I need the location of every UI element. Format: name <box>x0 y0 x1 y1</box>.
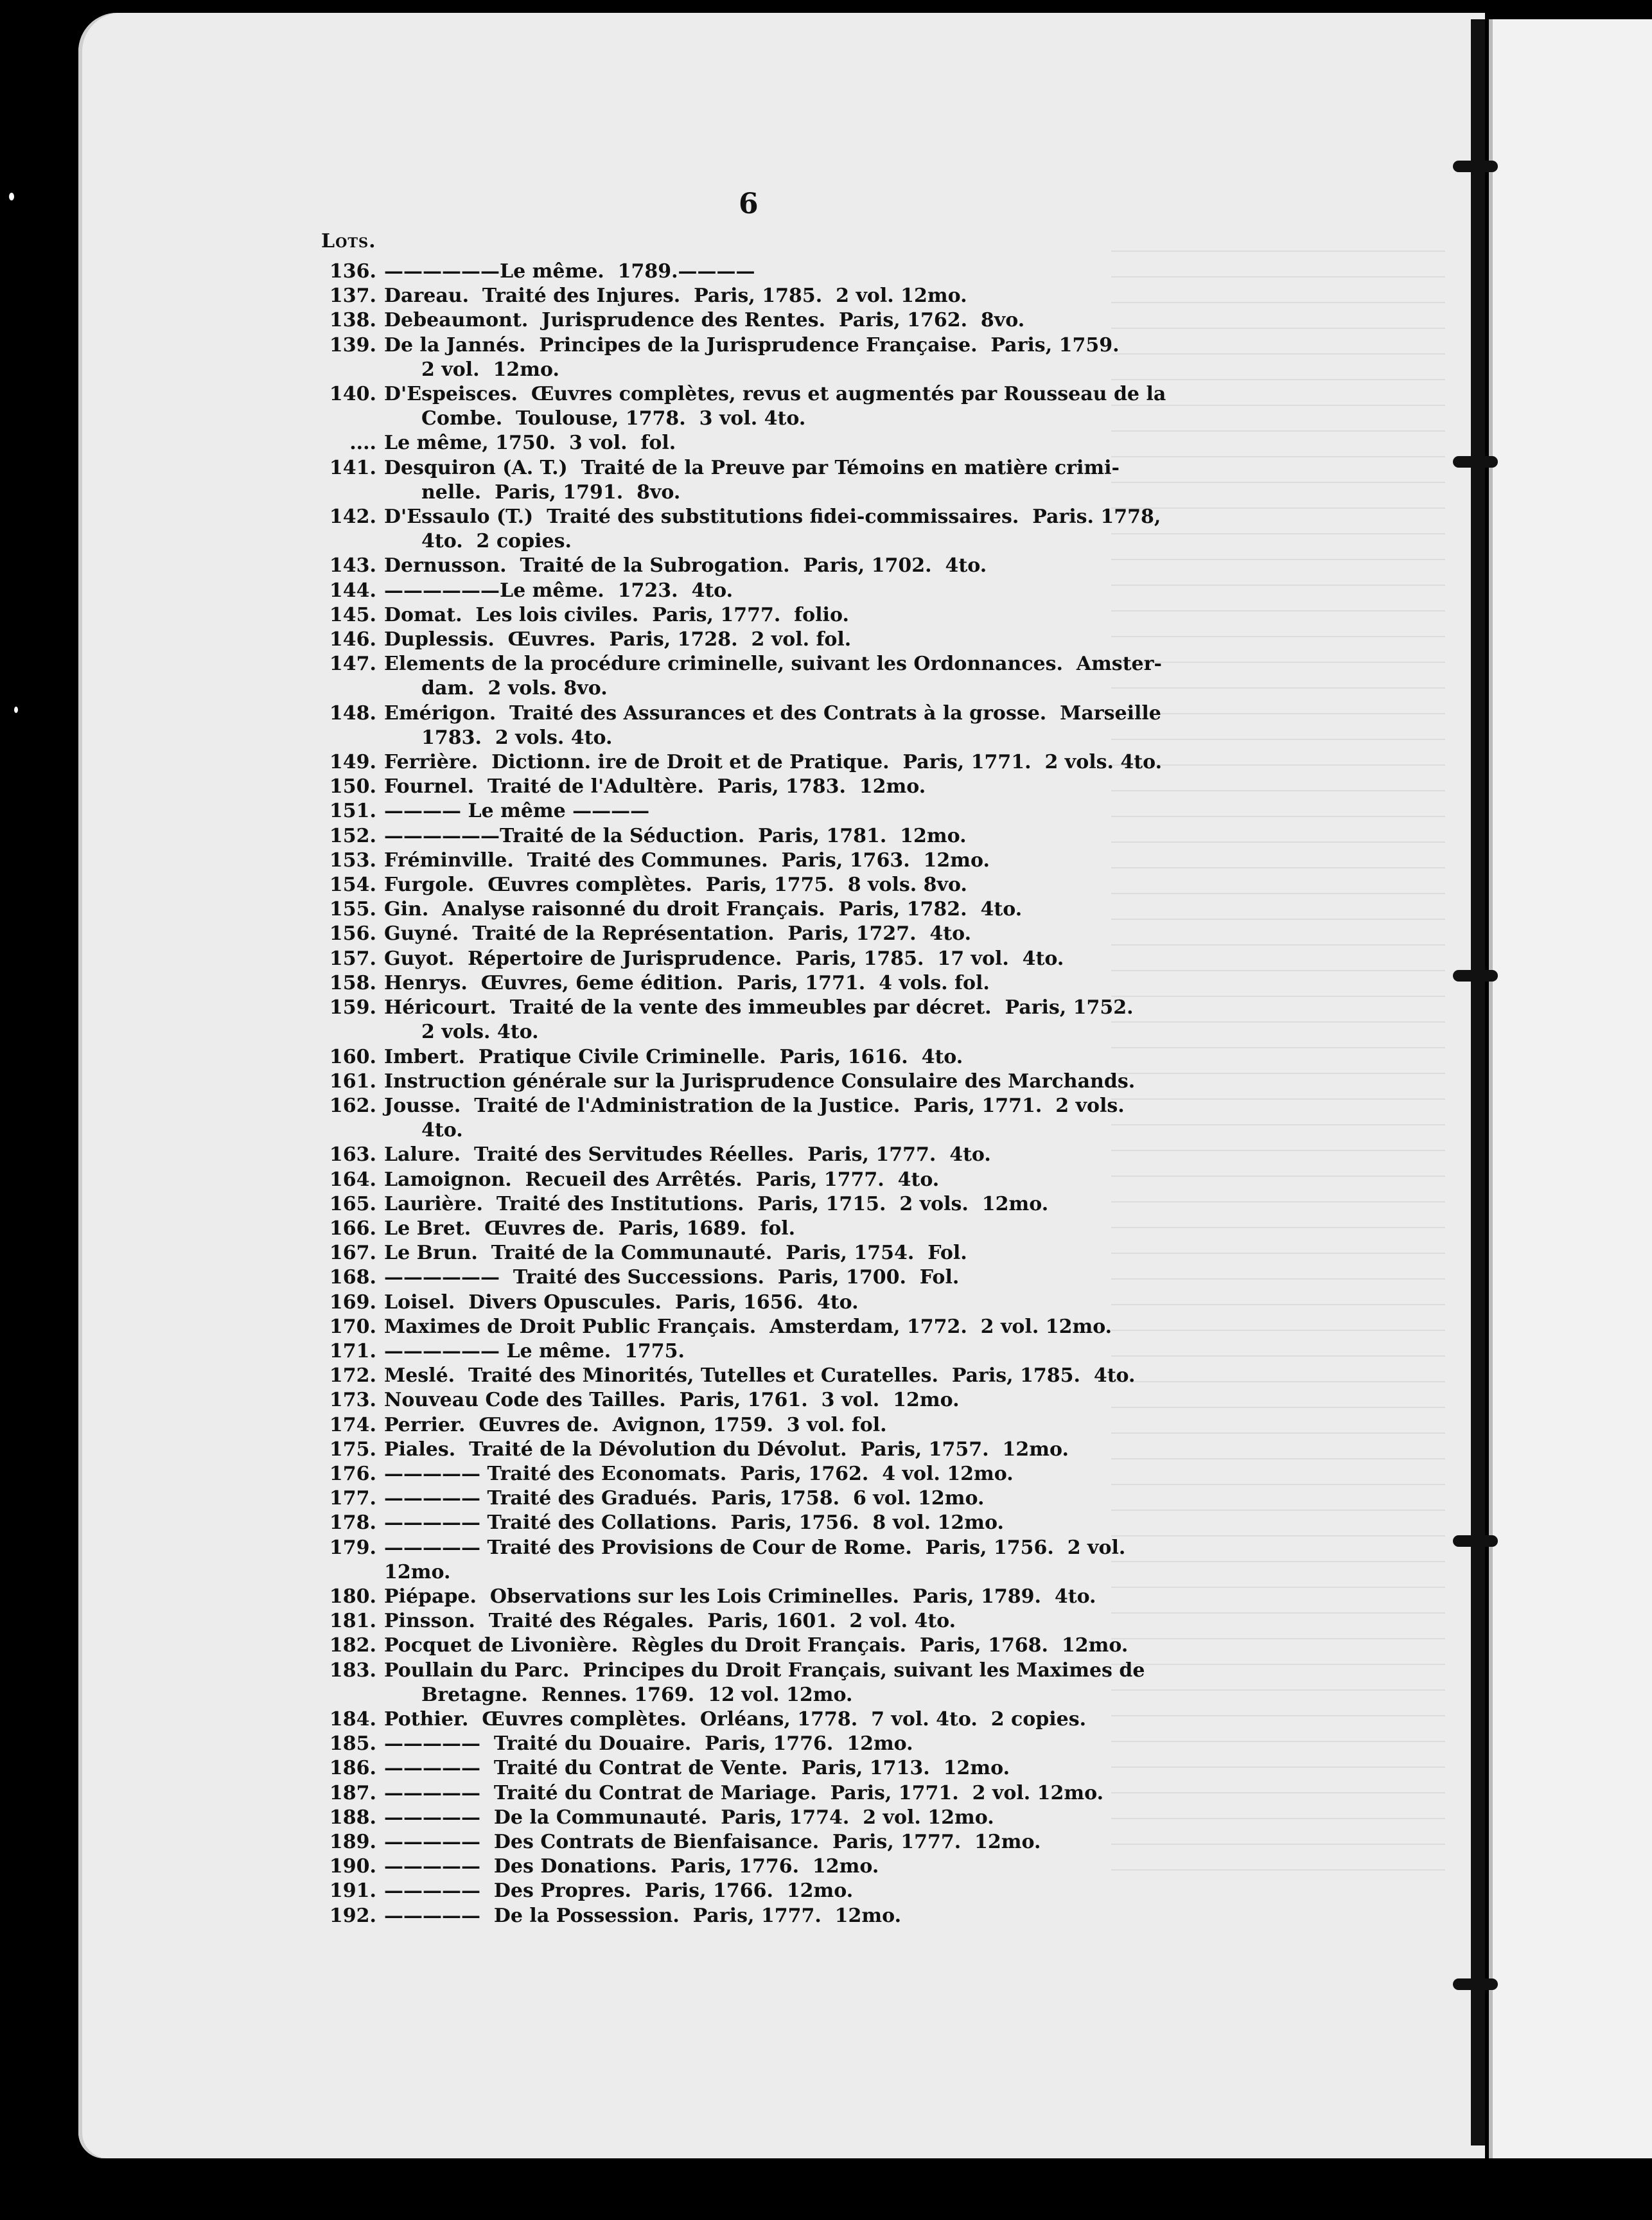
lot-number: 156. <box>329 922 376 946</box>
lot-entry <box>321 1585 1195 1609</box>
lot-description: ————— Traité des Collations. Paris, 1756. 8 vol. 12mo. <box>384 1511 1004 1535</box>
lot-entry <box>321 628 1195 652</box>
lot-description: Elements de la procédure criminelle, suivant les Ordonnances. Amster- <box>384 653 1162 676</box>
lot-description: ——————Traité de la Séduction. Paris, 1781. 12mo. <box>384 824 967 847</box>
scan-speck <box>14 707 18 713</box>
lot-number: 158. <box>329 971 376 994</box>
lot-entry <box>321 897 1195 922</box>
lot-number: 183. <box>329 1659 376 1682</box>
lot-number: 188. <box>329 1806 376 1829</box>
lot-entry <box>321 1781 1195 1806</box>
lot-number: 181. <box>329 1610 376 1633</box>
lot-description: Fournel. Traité de l'Adultère. Paris, 1783. 12mo. <box>384 775 926 798</box>
lot-entry <box>321 996 1195 1020</box>
binding-clip <box>1453 161 1498 172</box>
lot-description: ————— Traité du Douaire. Paris, 1776. 12mo. <box>384 1732 913 1756</box>
lot-entry <box>321 1339 1195 1364</box>
lot-description: ————— Traité des Economats. Paris, 1762. 4 vol. 12mo. <box>384 1462 1014 1485</box>
lot-description-continuation: Combe. Toulouse, 1778. 3 vol. 4to. <box>421 407 806 430</box>
lot-description: D'Espeisces. Œuvres complètes, revus et augmentés par Rousseau de la <box>384 383 1166 406</box>
lot-description: Nouveau Code des Tailles. Paris, 1761. 3 vol. 12mo. <box>384 1389 960 1412</box>
lot-description-continuation: 4to. <box>421 1119 463 1142</box>
lot-number: 192. <box>329 1904 376 1927</box>
lot-entry <box>321 775 1195 799</box>
lot-number: 153. <box>329 849 376 872</box>
lot-entry <box>321 382 1195 407</box>
lot-description: Henrys. Œuvres, 6eme édition. Paris, 1771. 4 vols. fol. <box>384 971 990 994</box>
lot-number: 182. <box>329 1634 376 1657</box>
lot-number: 151. <box>329 800 376 823</box>
lot-description: Desquiron (A. T.) Traité de la Preuve par Témoins en matière crimi- <box>384 456 1120 479</box>
lot-number: 180. <box>329 1585 376 1608</box>
lot-number: 186. <box>329 1757 376 1780</box>
lot-description: Emérigon. Traité des Assurances et des Contrats à la grosse. Marseille <box>384 701 1161 725</box>
lot-number: 150. <box>329 775 376 798</box>
lot-number: 164. <box>329 1168 376 1191</box>
lot-entry <box>321 284 1195 308</box>
lot-list <box>321 260 1195 1928</box>
lot-description: Fréminville. Traité des Communes. Paris, 1763. 12mo. <box>384 849 990 872</box>
lot-entry <box>321 799 1195 824</box>
lot-description: Jousse. Traité de l'Administration de la Justice. Paris, 1771. 2 vols. <box>384 1094 1125 1117</box>
lot-entry <box>321 505 1195 529</box>
lot-entry <box>321 579 1195 603</box>
lot-description: ——————Le même. 1789.———— <box>384 260 755 283</box>
lot-entry <box>321 1634 1195 1658</box>
lot-entry <box>321 1732 1195 1756</box>
lot-description: Debeaumont. Jurisprudence des Rentes. Paris, 1762. 8vo. <box>384 309 1025 332</box>
lot-number: 191. <box>329 1880 376 1903</box>
lot-entry <box>321 1609 1195 1634</box>
lot-entry <box>321 1438 1195 1462</box>
lot-description-continuation: dam. 2 vols. 8vo. <box>421 677 608 700</box>
lot-entry <box>321 701 1195 726</box>
lot-description: ————— Traité des Provisions de Cour de Rome. Paris, 1756. 2 vol. 12mo. <box>384 1536 1132 1583</box>
lot-description: Pinsson. Traité des Régales. Paris, 1601. 2 vol. 4to. <box>384 1610 956 1633</box>
lot-description: Pothier. Œuvres complètes. Orléans, 1778. 7 vol. 4to. 2 copies. <box>384 1707 1087 1731</box>
lot-description: Maximes de Droit Public Français. Amsterdam, 1772. 2 vol. 12mo. <box>384 1315 1112 1338</box>
lot-number: 184. <box>329 1707 376 1731</box>
lot-number: 140. <box>329 383 376 406</box>
lot-entry <box>321 1536 1195 1585</box>
lot-number: 145. <box>329 603 376 626</box>
lot-number: 141. <box>329 456 376 479</box>
binding-spine <box>1471 19 1485 2145</box>
lot-description-continuation: 2 vols. 4to. <box>421 1021 539 1044</box>
lot-entry <box>321 873 1195 897</box>
lot-entry <box>321 1241 1195 1265</box>
lot-description: Poullain du Parc. Principes du Droit Français, suivant les Maximes de <box>384 1659 1145 1682</box>
lot-description-continuation: 4to. 2 copies. <box>421 530 572 553</box>
lot-entry <box>321 1830 1195 1854</box>
lot-number: 170. <box>329 1315 376 1338</box>
lot-number: 179. <box>329 1536 376 1559</box>
lot-number: 143. <box>329 554 376 577</box>
lot-number: 175. <box>329 1438 376 1461</box>
lot-number: 137. <box>329 285 376 308</box>
lot-description: ————— Traité du Contrat de Vente. Paris, 1713. 12mo. <box>384 1757 1010 1780</box>
binding-clip <box>1453 1535 1498 1547</box>
lot-number: 160. <box>329 1045 376 1068</box>
lot-description: ————— Des Contrats de Bienfaisance. Paris, 1777. 12mo. <box>384 1831 1041 1853</box>
lot-number: 157. <box>329 947 376 970</box>
lot-number: 185. <box>329 1732 376 1756</box>
scan-speck <box>9 193 14 200</box>
lot-number: 144. <box>329 579 376 602</box>
lot-description-continuation: nelle. Paris, 1791. 8vo. <box>421 480 681 504</box>
lot-description: Le même, 1750. 3 vol. fol. <box>384 432 676 455</box>
lot-number: 148. <box>329 701 376 725</box>
lot-description: Domat. Les lois civiles. Paris, 1777. folio. <box>384 603 849 626</box>
lot-number: 149. <box>329 751 376 774</box>
lot-entry <box>321 1094 1195 1118</box>
lot-description: Gin. Analyse raisonné du droit Français. Paris, 1782. 4to. <box>384 898 1023 921</box>
lot-entry <box>321 1904 1195 1928</box>
lot-entry <box>321 1070 1195 1094</box>
lot-entry <box>321 431 1195 455</box>
page-number: 6 <box>739 188 759 220</box>
lot-description: Furgole. Œuvres complètes. Paris, 1775. 8 vols. 8vo. <box>384 874 967 897</box>
lot-number: 187. <box>329 1781 376 1804</box>
lot-number: 138. <box>329 309 376 332</box>
lot-number: 177. <box>329 1487 376 1510</box>
lot-entry <box>321 922 1195 946</box>
lots-heading: Lots. <box>321 230 376 252</box>
lot-description: De la Jannés. Principes de la Jurisprudence Française. Paris, 1759. <box>384 333 1120 357</box>
lot-entry <box>321 947 1195 971</box>
lot-entry <box>321 260 1195 284</box>
lot-entry <box>321 652 1195 676</box>
lot-entry <box>321 849 1195 873</box>
lot-description: Imbert. Pratique Civile Criminelle. Paris, 1616. 4to. <box>384 1045 963 1068</box>
lot-number: 163. <box>329 1143 376 1167</box>
lot-entry <box>321 1707 1195 1732</box>
lot-description: Laurière. Traité des Institutions. Paris, 1715. 2 vols. 12mo. <box>384 1192 1049 1215</box>
lot-entry <box>321 750 1195 775</box>
lot-number: 171. <box>329 1339 376 1362</box>
lot-entry <box>321 971 1195 996</box>
lot-description: —————— Traité des Successions. Paris, 1700. Fol. <box>384 1266 960 1289</box>
lot-description: Piales. Traité de la Dévolution du Dévolut. Paris, 1757. 12mo. <box>384 1438 1069 1461</box>
lot-entry <box>321 1388 1195 1413</box>
lot-entry <box>321 1659 1195 1683</box>
lot-description-continuation: Bretagne. Rennes. 1769. 12 vol. 12mo. <box>421 1683 853 1706</box>
lot-description: Pocquet de Livonière. Règles du Droit Français. Paris, 1768. 12mo. <box>384 1634 1129 1657</box>
lot-number: 168. <box>329 1266 376 1289</box>
lot-number: 176. <box>329 1462 376 1485</box>
lot-entry <box>321 1364 1195 1388</box>
lot-number: 139. <box>329 333 376 357</box>
lot-entry <box>321 1854 1195 1879</box>
lot-number: 172. <box>329 1364 376 1388</box>
lot-entry <box>321 1879 1195 1903</box>
binding-clip <box>1453 970 1498 982</box>
lot-entry <box>321 1413 1195 1438</box>
lot-number: 166. <box>329 1217 376 1240</box>
lot-description: Piépape. Observations sur les Lois Criminelles. Paris, 1789. 4to. <box>384 1585 1096 1608</box>
lot-entry <box>321 1192 1195 1217</box>
lot-number: 152. <box>329 824 376 847</box>
lot-description-continuation: 2 vol. 12mo. <box>421 358 559 381</box>
lot-number: 167. <box>329 1242 376 1265</box>
lot-entry <box>321 1486 1195 1511</box>
binding-clip <box>1453 1978 1498 1990</box>
lot-number: 147. <box>329 653 376 676</box>
lot-entry <box>321 1511 1195 1535</box>
lot-entry <box>321 1806 1195 1830</box>
lot-number: 159. <box>329 996 376 1019</box>
lot-entry <box>321 456 1195 480</box>
lot-description: ————— De la Possession. Paris, 1777. 12mo. <box>384 1904 902 1927</box>
lot-description: Le Brun. Traité de la Communauté. Paris, 1754. Fol. <box>384 1242 967 1265</box>
lot-description: ———— Le même ———— <box>384 800 650 823</box>
lot-entry <box>321 1168 1195 1192</box>
lot-description: D'Essaulo (T.) Traité des substitutions fidei-commissaires. Paris. 1778, <box>384 506 1161 529</box>
lot-entry <box>321 1045 1195 1070</box>
lot-entry <box>321 603 1195 628</box>
lot-description: Dareau. Traité des Injures. Paris, 1785. 2 vol. 12mo. <box>384 285 967 308</box>
lot-number: 162. <box>329 1094 376 1117</box>
lot-entry <box>321 1462 1195 1486</box>
lot-number: 169. <box>329 1291 376 1314</box>
lot-description: Lalure. Traité des Servitudes Réelles. Paris, 1777. 4to. <box>384 1143 991 1167</box>
lot-number: .... <box>349 432 376 455</box>
lot-entry <box>321 1265 1195 1290</box>
lot-description: Guyot. Répertoire de Jurisprudence. Paris, 1785. 17 vol. 4to. <box>384 947 1064 970</box>
lot-description: Loisel. Divers Opuscules. Paris, 1656. 4to. <box>384 1291 859 1314</box>
lot-number: 174. <box>329 1413 376 1436</box>
lot-entry <box>321 333 1195 358</box>
lot-entry <box>321 1143 1195 1167</box>
adjacent-page-edge <box>1489 19 1652 2158</box>
lot-entry <box>321 824 1195 849</box>
lot-entry <box>321 1756 1195 1781</box>
lot-description: Perrier. Œuvres de. Avignon, 1759. 3 vol. fol. <box>384 1413 887 1436</box>
lot-number: 136. <box>329 260 376 283</box>
lot-description: Dernusson. Traité de la Subrogation. Paris, 1702. 4to. <box>384 554 987 577</box>
lot-description: ————— Des Propres. Paris, 1766. 12mo. <box>384 1880 854 1903</box>
lot-description-continuation: 1783. 2 vols. 4to. <box>421 726 613 749</box>
lot-entry <box>321 1217 1195 1241</box>
lot-number: 146. <box>329 628 376 651</box>
lot-number: 165. <box>329 1192 376 1215</box>
lot-entry <box>321 1291 1195 1315</box>
lot-description: Ferrière. Dictionn. ire de Droit et de Pratique. Paris, 1771. 2 vols. 4to. <box>384 751 1163 774</box>
lot-description: Meslé. Traité des Minorités, Tutelles et Curatelles. Paris, 1785. 4to. <box>384 1364 1136 1388</box>
lot-number: 189. <box>329 1831 376 1853</box>
lot-description: —————— Le même. 1775. <box>384 1339 685 1362</box>
lot-description: Le Bret. Œuvres de. Paris, 1689. fol. <box>384 1217 796 1240</box>
lot-description: ————— De la Communauté. Paris, 1774. 2 vol. 12mo. <box>384 1806 994 1829</box>
lot-description: ————— Traité des Gradués. Paris, 1758. 6 vol. 12mo. <box>384 1487 985 1510</box>
lot-entry <box>321 554 1195 578</box>
lot-number: 154. <box>329 874 376 897</box>
lot-number: 190. <box>329 1855 376 1878</box>
lot-number: 173. <box>329 1389 376 1412</box>
lot-number: 161. <box>329 1070 376 1093</box>
binding-clip <box>1453 456 1498 468</box>
lot-description: ————— Traité du Contrat de Mariage. Paris, 1771. 2 vol. 12mo. <box>384 1781 1104 1804</box>
lot-description: Héricourt. Traité de la vente des immeubles par décret. Paris, 1752. <box>384 996 1134 1019</box>
lot-description: Guyné. Traité de la Représentation. Paris, 1727. 4to. <box>384 922 972 946</box>
lot-description: Instruction générale sur la Jurisprudence Consulaire des Marchands. <box>384 1070 1136 1093</box>
lot-description: Lamoignon. Recueil des Arrêtés. Paris, 1777. 4to. <box>384 1168 940 1191</box>
lot-description: ————— Des Donations. Paris, 1776. 12mo. <box>384 1855 879 1878</box>
lot-entry <box>321 308 1195 333</box>
lot-number: 178. <box>329 1511 376 1535</box>
lot-description: ——————Le même. 1723. 4to. <box>384 579 734 602</box>
lot-number: 155. <box>329 898 376 921</box>
lot-description: Duplessis. Œuvres. Paris, 1728. 2 vol. fol. <box>384 628 852 651</box>
lot-entry <box>321 1315 1195 1339</box>
lot-number: 142. <box>329 506 376 529</box>
